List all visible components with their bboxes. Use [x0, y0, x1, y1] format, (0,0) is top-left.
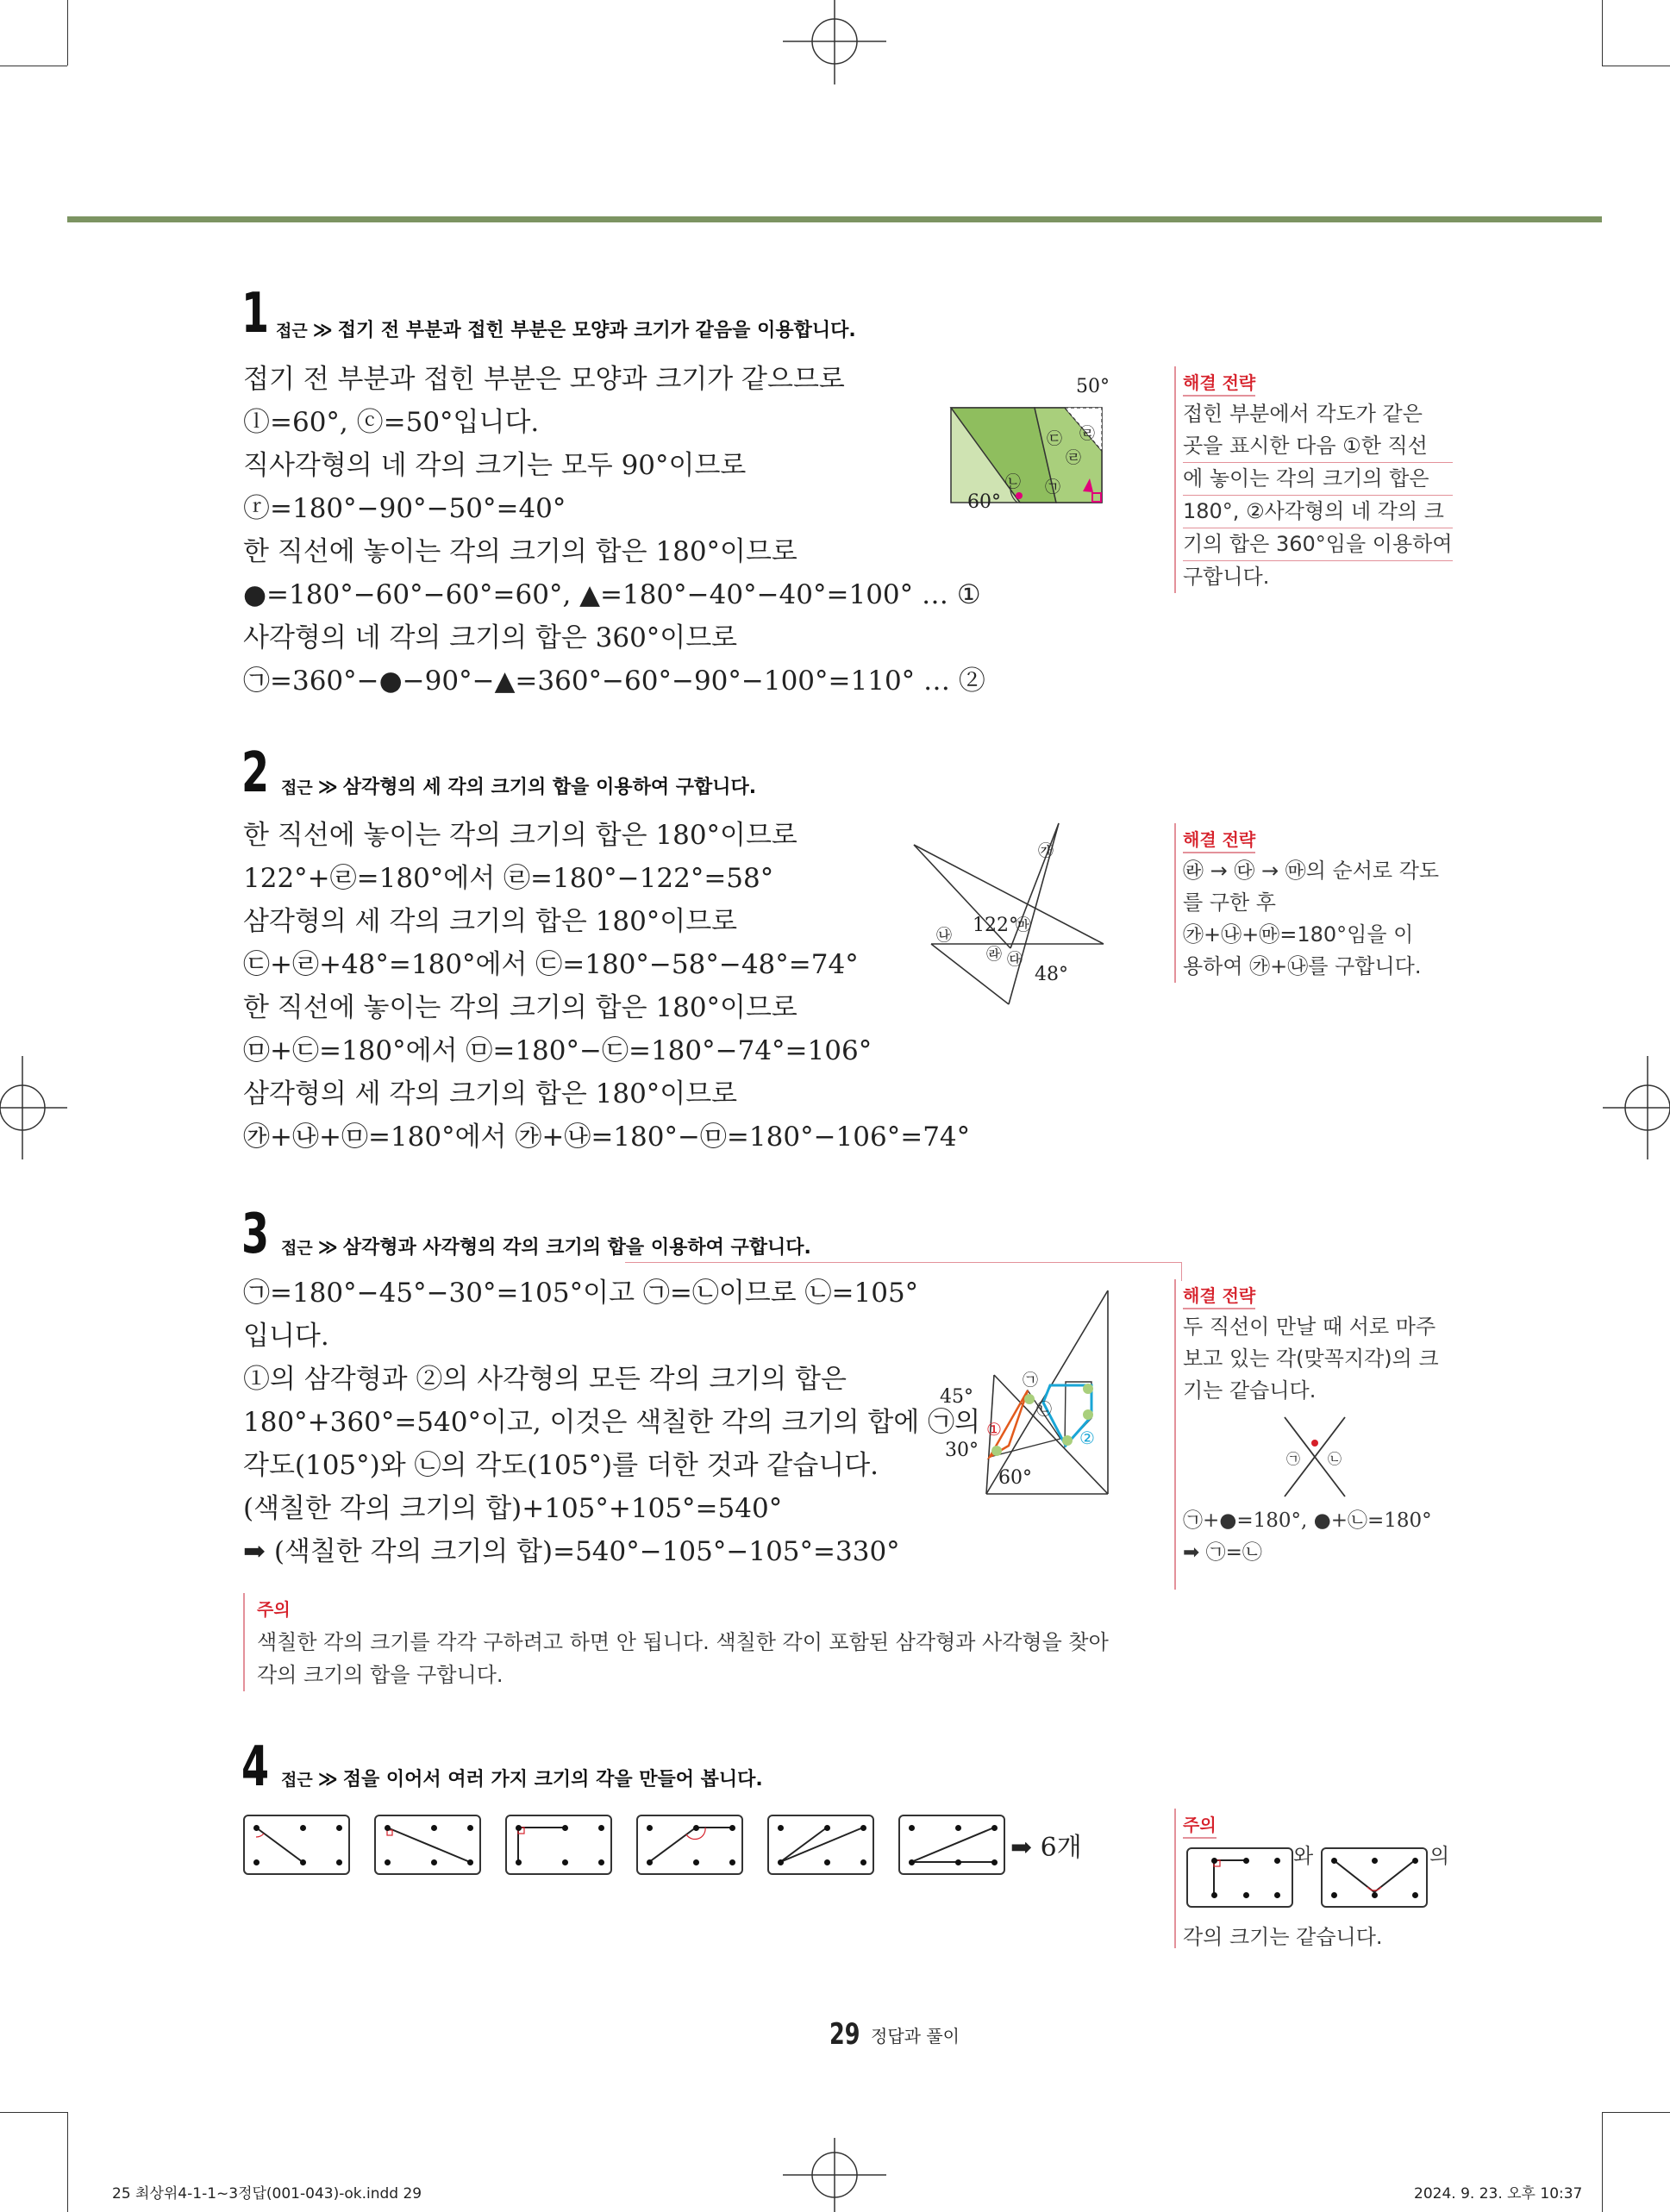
angle-label: ㉡ — [1328, 1451, 1342, 1467]
chevron-icon: ≫ — [317, 777, 338, 798]
caution-box — [243, 1593, 1162, 1691]
solution-line: ⓡ=180°−90°−50°=40° — [243, 493, 566, 524]
crop-mark — [1602, 2112, 1603, 2212]
crop-mark — [0, 2112, 67, 2113]
strategy-line: 보고 있는 각(맞꼭지각)의 크 — [1183, 1347, 1439, 1371]
solution-text — [243, 358, 985, 703]
page-section-label: 정답과 풀이 — [871, 2026, 960, 2046]
caution-box-side — [1174, 1809, 1476, 1948]
star-figure — [905, 815, 1112, 1013]
approach-text: 삼각형과 사각형의 각의 크기의 합을 이용하여 구합니다. — [342, 1237, 811, 1259]
approach-line — [276, 316, 856, 342]
crop-mark — [67, 0, 68, 66]
solution-line: 각도(105°)와 ㉡의 각도(105°)를 더한 것과 같습니다. — [243, 1450, 879, 1481]
registration-mark-top — [774, 0, 895, 86]
crop-mark — [1602, 0, 1603, 66]
chevron-icon: ≫ — [317, 1237, 338, 1259]
angle-label: ㉠ — [1023, 1372, 1038, 1390]
strategy-head: 해결 전략 — [1183, 828, 1255, 853]
solution-line: ⓛ=60°, ⓒ=50°입니다. — [243, 407, 540, 438]
angle-label: ① — [986, 1419, 1002, 1440]
solution-line: ㉠=180°−45°−30°=105°이고 ㉠=㉡이므로 ㉡=105° — [243, 1278, 919, 1309]
solution-line: 한 직선에 놓이는 각의 크기의 합은 180°이므로 — [243, 820, 797, 851]
problem-number: 1 — [241, 282, 270, 346]
angle-label: ㉠ — [1045, 478, 1060, 497]
strategy-line: ㉮+㉯+㉲=180°임을 이 — [1183, 922, 1414, 947]
folded-paper-figure — [948, 366, 1121, 522]
problem-number: 2 — [241, 741, 270, 805]
connector-line — [625, 1262, 1181, 1263]
solution-text — [243, 1272, 980, 1573]
solution-line: ➡ (색칠한 각의 크기의 합)=540°−105°−105°=330° — [243, 1536, 900, 1567]
solution-line: 삼각형의 세 각의 크기의 합은 180°이므로 — [243, 1078, 738, 1109]
strategy-line: 기의 합은 360°임을 이용하여 — [1183, 528, 1453, 561]
dot-grid-box — [636, 1815, 743, 1875]
angle-label: ㉯ — [936, 927, 952, 945]
approach-label: 접근 — [276, 322, 308, 341]
angle-label: ㉣ — [1066, 449, 1081, 467]
approach-label: 접근 — [281, 1771, 313, 1790]
solution-line: 122°+㉣=180°에서 ㉣=180°−122°=58° — [243, 863, 774, 894]
strategy-line: 180°, ②사각형의 네 각의 크 — [1183, 496, 1453, 528]
registration-mark-right — [1601, 1047, 1670, 1168]
approach-label: 접근 — [281, 1239, 313, 1258]
registration-mark-left — [0, 1047, 69, 1168]
crop-mark — [67, 2112, 68, 2212]
triangle-quad-figure — [938, 1289, 1110, 1504]
solution-line: 한 직선에 놓이는 각의 크기의 합은 180°이므로 — [243, 536, 797, 567]
problem-number: 4 — [241, 1735, 270, 1799]
strategy-box — [1174, 823, 1439, 983]
dot-grid-box — [1321, 1847, 1428, 1908]
solution-line: ㉤+㉢=180°에서 ㉤=180°−㉢=180°−74°=106° — [243, 1035, 873, 1066]
solution-line: 직사각형의 네 각의 크기는 모두 90°이므로 — [243, 450, 747, 481]
header-bar — [67, 216, 1602, 222]
strategy-line: 에 놓이는 각의 크기의 합은 — [1183, 463, 1453, 496]
approach-line — [281, 772, 756, 799]
solution-line: ●=180°−60°−60°=60°, ▲=180°−40°−40°=100° … ① — [243, 579, 981, 610]
connector-line — [1181, 1262, 1182, 1281]
dot-grid-box — [898, 1815, 1005, 1875]
dot-grid-box — [767, 1815, 874, 1875]
caution-word: 와 — [1293, 1844, 1314, 1868]
answer-text: ➡ 6개 — [1010, 1833, 1082, 1863]
dot-grid-box — [505, 1815, 612, 1875]
solution-line: (색칠한 각의 크기의 합)+105°+105°=540° — [243, 1493, 783, 1524]
footer-file: 25 최상위4-1-1~3정답(001-043)-ok.indd 29 — [112, 2185, 422, 2203]
caution-line: 색칠한 각의 크기를 각각 구하려고 하면 안 됩니다. 색칠한 각이 포함된 삼각형과 사각형을 찾아 — [257, 1630, 1109, 1654]
caution-line: 각의 크기는 같습니다. — [1183, 1925, 1383, 1949]
angle-label: 50° — [1076, 376, 1110, 397]
caution-line: 각의 크기의 합을 구합니다. — [257, 1663, 504, 1687]
strategy-line: 구합니다. — [1183, 565, 1270, 589]
registration-mark-bottom — [774, 2138, 895, 2212]
solution-line: ㉢+㉣+48°=180°에서 ㉢=180°−58°−48°=74° — [243, 949, 859, 980]
approach-line — [281, 1233, 811, 1259]
solution-line: 접기 전 부분과 접힌 부분은 모양과 크기가 같으므로 — [243, 364, 845, 395]
angle-label: ㉮ — [1038, 842, 1054, 860]
angle-label: ㉰ — [1007, 951, 1023, 969]
approach-text: 삼각형의 세 각의 크기의 합을 이용하여 구합니다. — [342, 777, 757, 798]
strategy-line: 접힌 부분에서 각도가 같은 — [1183, 402, 1423, 426]
angle-label: 48° — [1035, 964, 1068, 985]
angle-label: ㉱ — [986, 946, 1002, 964]
solution-line: 한 직선에 놓이는 각의 크기의 합은 180°이므로 — [243, 992, 797, 1023]
solution-line: ㉮+㉯+㉤=180°에서 ㉮+㉯=180°−㉤=180°−106°=74° — [243, 1122, 971, 1153]
dot-grid-box — [243, 1815, 350, 1875]
strategy-head: 해결 전략 — [1183, 1284, 1255, 1309]
solution-line: ㉠=360°−●−90°−▲=360°−60°−90°−100°=110° … ② — [243, 665, 985, 697]
caution-word: 의 — [1429, 1844, 1450, 1868]
strategy-head: 해결 전략 — [1183, 371, 1255, 397]
strategy-line: 곳을 표시한 다음 ①한 직선 — [1183, 430, 1453, 463]
strategy-line: 기는 같습니다. — [1183, 1378, 1317, 1403]
strategy-box — [1174, 366, 1453, 593]
crop-mark — [1602, 2112, 1670, 2113]
solution-line: ①의 삼각형과 ②의 사각형의 모든 각의 크기의 합은 — [243, 1364, 847, 1395]
dot-grid-box — [374, 1815, 481, 1875]
angle-label: ㉲ — [1016, 916, 1031, 934]
footer-date: 2024. 9. 23. 오후 10:37 — [1414, 2185, 1583, 2203]
page-number: 29 — [829, 2017, 860, 2052]
solution-line: 사각형의 네 각의 크기의 합은 360°이므로 — [243, 622, 738, 653]
angle-label: ㉠ — [1286, 1451, 1301, 1467]
strategy-box — [1174, 1279, 1459, 1590]
dot-grid-row — [243, 1815, 1019, 1877]
caution-head: 주의 — [257, 1599, 291, 1620]
strategy-line: 두 직선이 만날 때 서로 마주 — [1183, 1315, 1436, 1339]
strategy-line: 를 구한 후 — [1183, 890, 1276, 915]
angle-label: 122° — [973, 915, 1018, 936]
strategy-line: ㉱ → ㉰ → ㉲의 순서로 각도 — [1183, 859, 1440, 883]
strategy-formula: ➡ ㉠=㉡ — [1183, 1541, 1262, 1564]
approach-line — [281, 1765, 763, 1791]
approach-text: 점을 이어서 여러 가지 크기의 각을 만들어 봅니다. — [342, 1769, 763, 1790]
angle-label: ㉡ — [1005, 473, 1021, 491]
approach-label: 접근 — [281, 778, 313, 797]
dot-grid-box — [1186, 1847, 1293, 1908]
approach-text: 접기 전 부분과 접힌 부분은 모양과 크기가 같음을 이용합니다. — [337, 320, 856, 341]
angle-label: 60° — [967, 491, 1001, 513]
angle-label: 45° — [940, 1386, 973, 1408]
angle-label: ② — [1079, 1428, 1095, 1448]
angle-label: ㉢ — [1047, 430, 1062, 448]
strategy-line: 용하여 ㉮+㉯를 구합니다. — [1183, 954, 1422, 978]
solution-text — [243, 814, 970, 1159]
angle-label: 60° — [998, 1467, 1032, 1489]
caution-head: 주의 — [1183, 1813, 1217, 1839]
angle-label: ㉣ — [1079, 425, 1095, 443]
chevron-icon: ≫ — [312, 320, 333, 341]
problem-number: 3 — [241, 1203, 270, 1266]
vertical-angles-figure — [1183, 1410, 1442, 1505]
strategy-formula: ㉠+●=180°, ●+㉡=180° — [1183, 1509, 1432, 1532]
angle-label: ㉡ — [1036, 1401, 1052, 1419]
chevron-icon: ≫ — [317, 1769, 338, 1790]
solution-line: 180°+360°=540°이고, 이것은 색칠한 각의 크기의 합에 ㉠의 — [243, 1407, 981, 1438]
angle-label: 30° — [945, 1440, 979, 1461]
solution-line: 입니다. — [243, 1321, 329, 1352]
solution-line: 삼각형의 세 각의 크기의 합은 180°이므로 — [243, 906, 738, 937]
